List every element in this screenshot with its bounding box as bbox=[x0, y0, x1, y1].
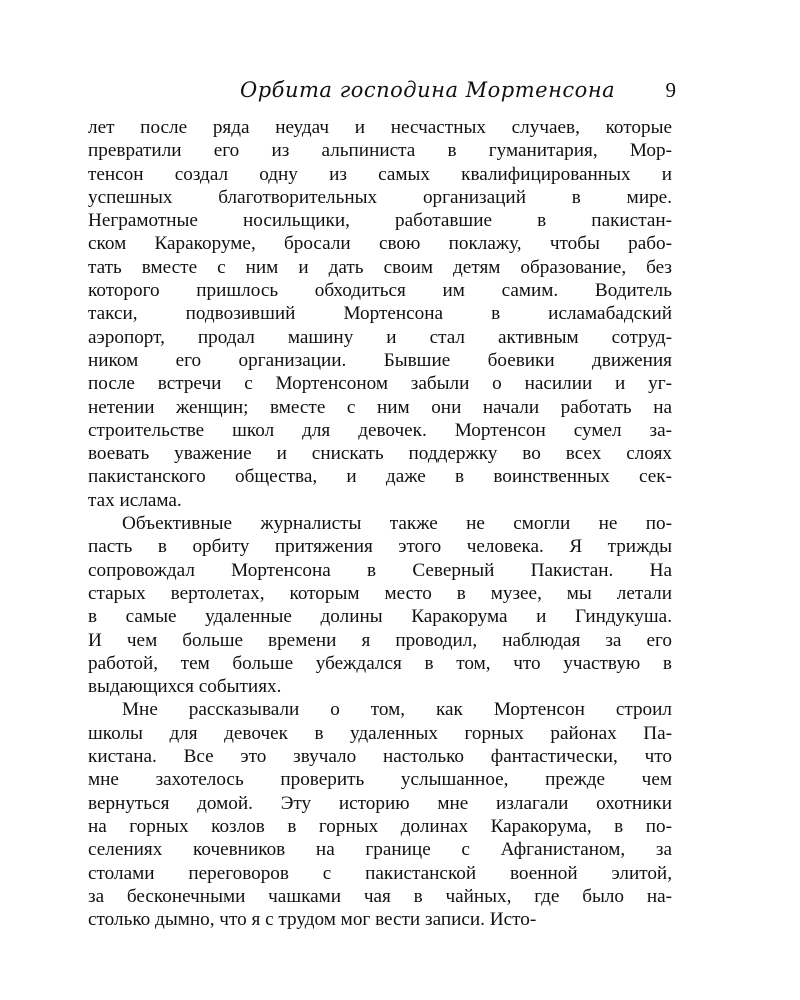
page-number: 9 bbox=[665, 78, 676, 102]
text-line: столами переговоров с пакистанской военной элитой, bbox=[88, 862, 672, 884]
text-line: столько дымно, что я с трудом мог вести записи. Исто- bbox=[88, 909, 537, 931]
text-line: И чем больше времени я проводил, наблюдая за его bbox=[88, 629, 672, 651]
text-line: тах ислама. bbox=[88, 489, 182, 511]
running-title: Орбита господина Мортенсона bbox=[240, 78, 616, 102]
text-line: лет после ряда неудач и несчастных случаев, которые bbox=[88, 117, 672, 138]
text-line: сопровождал Мортенсона в Северный Пакистан. На bbox=[88, 559, 672, 581]
text-line: пасть в орбиту притяжения этого человека. Я трижды bbox=[88, 536, 672, 558]
text-line: селениях кочевников на границе с Афганистаном, за bbox=[88, 839, 672, 861]
text-line: такси, подвозивший Мортенсона в исламабадский bbox=[88, 303, 672, 325]
text-line: Неграмотные носильщики, работавшие в пакистан- bbox=[88, 210, 672, 232]
text-line: школы для девочек в удаленных горных районах Па- bbox=[88, 722, 672, 744]
text-line: успешных благотворительных организаций в мире. bbox=[88, 186, 672, 208]
text-line: нетении женщин; вместе с ним они начали работать на bbox=[88, 396, 672, 418]
text-line: пакистанского общества, и даже в воинственных сек- bbox=[88, 466, 672, 488]
text-line: ником его организации. Бывшие боевики движения bbox=[88, 349, 672, 371]
text-line: превратили его из альпиниста в гуманитария, Мор- bbox=[88, 140, 672, 162]
text-line: после встречи с Мортенсоном забыли о насилии и уг- bbox=[88, 373, 672, 395]
text-line: тать вместе с ним и дать своим детям образование, без bbox=[88, 256, 672, 278]
text-line: работой, тем больше убеждался в том, что участвую в bbox=[88, 652, 672, 674]
text-line: тенсон создал одну из самых квалифицированных и bbox=[88, 163, 672, 185]
text-line: старых вертолетах, которым место в музее, мы летали bbox=[88, 582, 672, 604]
text-line: воевать уважение и снискать поддержку во всех слоях bbox=[88, 443, 672, 465]
body-text bbox=[88, 116, 672, 931]
text-line: Объективные журналисты также не смогли не по- bbox=[122, 513, 672, 535]
text-line: ском Каракоруме, бросали свою поклажу, чтобы рабо- bbox=[88, 233, 672, 255]
text-line: мне захотелось проверить услышанное, прежде чем bbox=[88, 769, 672, 791]
text-line: которого пришлось обходиться им самим. Водитель bbox=[88, 280, 672, 302]
text-line: вернуться домой. Эту историю мне излагали охотники bbox=[88, 792, 672, 814]
text-line: аэропорт, продал машину и стал активным сотруд- bbox=[88, 326, 672, 348]
text-line: за бесконечными чашками чая в чайных, где было на- bbox=[88, 885, 672, 907]
text-line: на горных козлов в горных долинах Каракорума, в по- bbox=[88, 815, 672, 837]
running-head bbox=[240, 78, 680, 108]
text-line: кистана. Все это звучало настолько фантастически, что bbox=[88, 746, 672, 768]
text-line: строительстве школ для девочек. Мортенсон сумел за- bbox=[88, 419, 672, 441]
text-line: выдающихся событиях. bbox=[88, 676, 282, 698]
text-line: Мне рассказывали о том, как Мортенсон строил bbox=[122, 699, 672, 721]
text-line: в самые удаленные долины Каракорума и Гиндукуша. bbox=[88, 606, 672, 628]
